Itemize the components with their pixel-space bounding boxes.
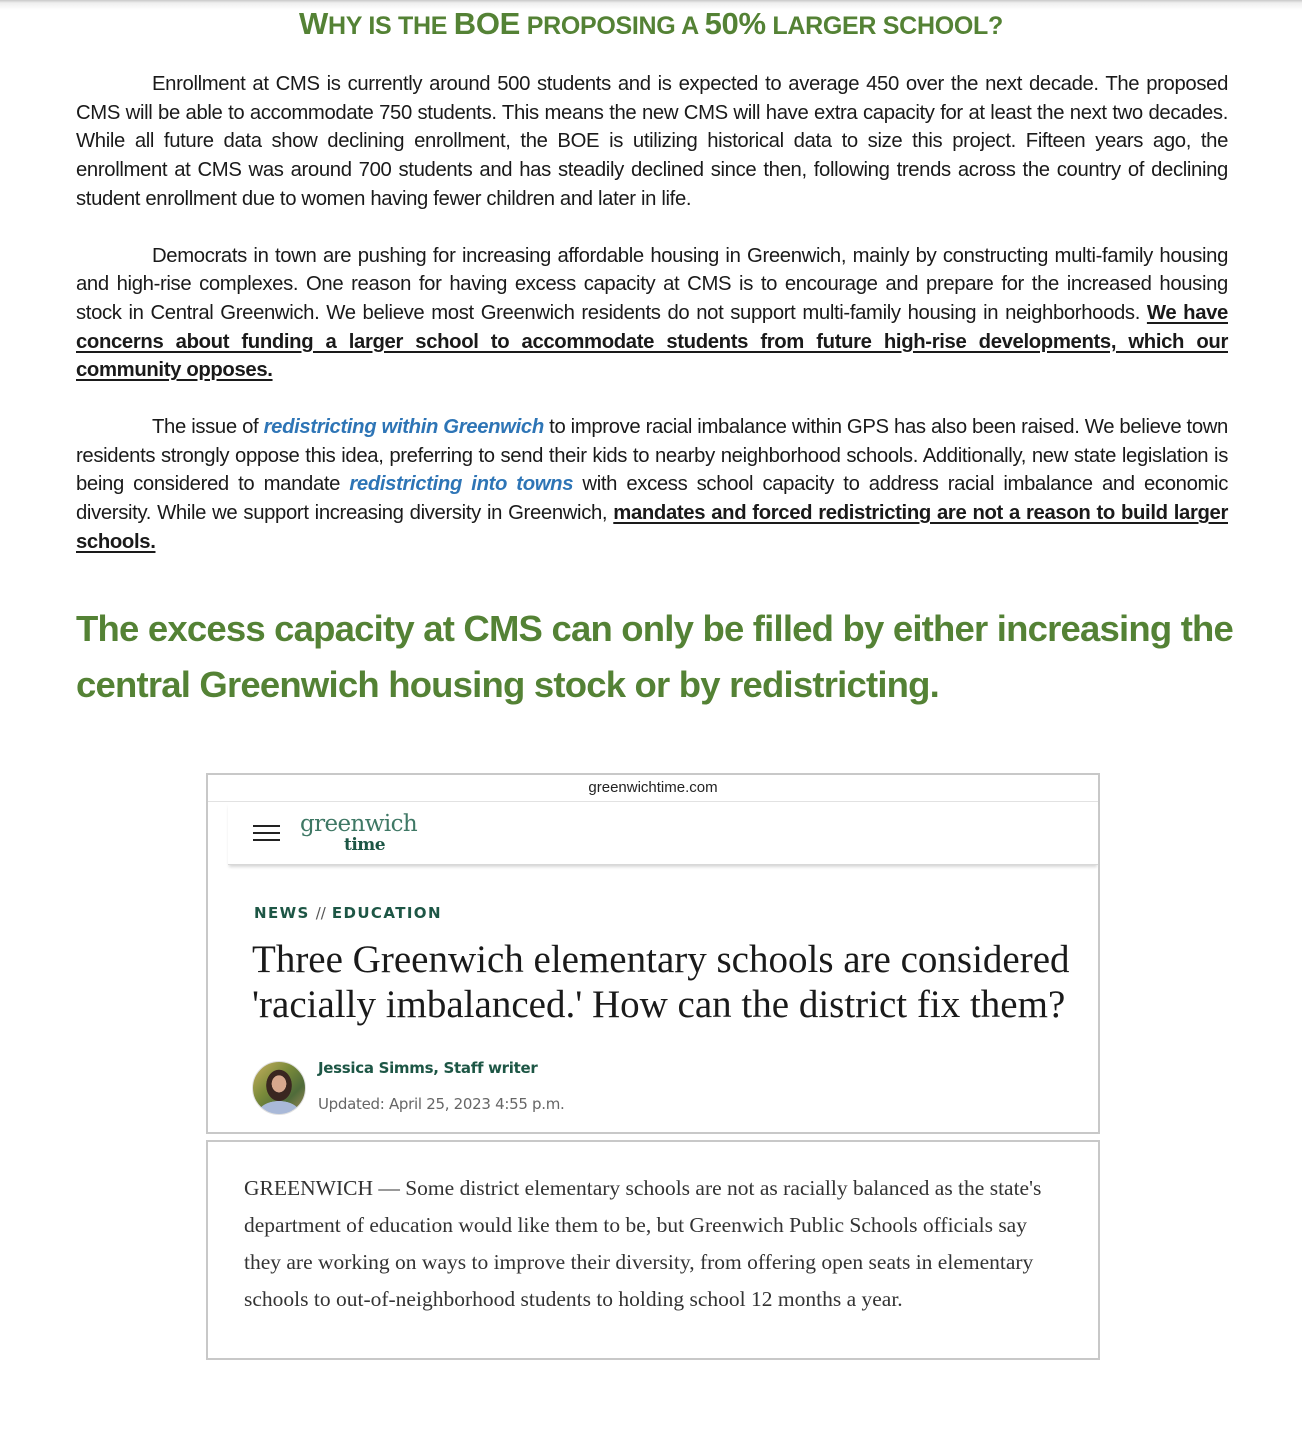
- link-redistricting-into-towns[interactable]: redistricting into towns: [349, 473, 574, 496]
- title-text-2: PROPOSING A: [520, 12, 705, 40]
- page-title: [0, 4, 1302, 46]
- callout-heading: The excess capacity at CMS can only be filled by either increasing the central Greenwich housing stock or by redistricting.: [76, 607, 1234, 705]
- paragraph-redistricting-text-a: The issue of: [152, 416, 264, 439]
- title-percent: 50%: [704, 6, 766, 41]
- author-avatar: [252, 1061, 306, 1115]
- title-text-3: LARGER SCHOOL?: [765, 12, 1003, 40]
- breadcrumb: [254, 903, 1098, 923]
- article-headline: Three Greenwich elementary schools are considered 'racially imbalanced.' How can the district fix them?: [252, 937, 1070, 1027]
- paragraph-enrollment: [76, 70, 1228, 214]
- article-lede: GREENWICH — Some district elementary schools are not as racially balanced as the state's department of education would like them to be, but Greenwich Public Schools officials say they are working on ways to improve their diversity, from offering open seats in elementary schools to out-of-neighborhood students to holding school 12 months a year.: [244, 1175, 1042, 1311]
- paragraph-housing-text: Democrats in town are pushing for increasing affordable housing in Greenwich, mainly by constructing multi-family housing and high-rise complexes. One reason for having excess capacity at CMS is to encourage and prepare for the increased housing stock in Central Greenwich. We believe most Greenwich residents do not support multi-family housing in neighborhoods.: [76, 244, 1228, 324]
- author-byline[interactable]: Jessica Simms, Staff writer: [318, 1058, 538, 1077]
- paragraph-redistricting: [76, 413, 1228, 557]
- title-text-1: HY IS THE: [328, 12, 454, 40]
- site-header: [228, 802, 1098, 865]
- paragraph-housing: [76, 242, 1228, 386]
- paragraph-redistricting-text-b: to improve racial imbalance within GPS has also been raised. We believe town residents strongly oppose this idea, preferring to send their kids to nearby neighborhood schools. Additionally, new state legislation is being considered to mandate: [76, 416, 1228, 496]
- paragraph-redistricting-emphasis: mandates and forced redistricting are not a reason to build larger schools.: [76, 502, 1228, 553]
- title-initial: W: [299, 6, 329, 41]
- article-updated-timestamp: Updated: April 25, 2023 4:55 p.m.: [318, 1094, 565, 1113]
- paragraph-enrollment-text: Enrollment at CMS is currently around 500 students and is expected to average 450 over the next decade. The proposed CMS will be able to accommodate 750 students. This means the new CMS will have extra capacity for at least the next two decades. While all future data show declining enrollment, the BOE is utilizing historical data to size this project. Fifteen years ago, the enrollment at CMS was around 700 students and has steadily declined since then, following trends across the country of declining student enrollment due to women having fewer children and later in life.: [76, 73, 1228, 210]
- paragraph-redistricting-text-c: with excess school capacity to address racial imbalance and economic diversity. While we support increasing diversity in Greenwich,: [76, 473, 1229, 525]
- title-boe: BOE: [453, 6, 521, 41]
- paragraph-housing-emphasis: We have concerns about funding a larger school to accommodate students from future high-rise developments, which our community opposes.: [76, 301, 1228, 382]
- browser-url-bar[interactable]: greenwichtime.com: [208, 775, 1098, 802]
- logo-line-time: time: [344, 834, 386, 855]
- breadcrumb-separator: //: [315, 903, 326, 922]
- article-screenshot-body: [206, 1140, 1100, 1360]
- article-byline: [252, 1058, 1098, 1114]
- link-redistricting-within-greenwich[interactable]: redistricting within Greenwich: [263, 416, 544, 439]
- hamburger-menu-icon[interactable]: [253, 824, 280, 842]
- greenwich-time-logo[interactable]: [300, 812, 417, 854]
- article-screenshot-header: [206, 773, 1100, 1134]
- breadcrumb-education[interactable]: EDUCATION: [331, 903, 442, 922]
- breadcrumb-news[interactable]: NEWS: [254, 903, 310, 922]
- logo-line-greenwich: greenwich: [300, 810, 418, 837]
